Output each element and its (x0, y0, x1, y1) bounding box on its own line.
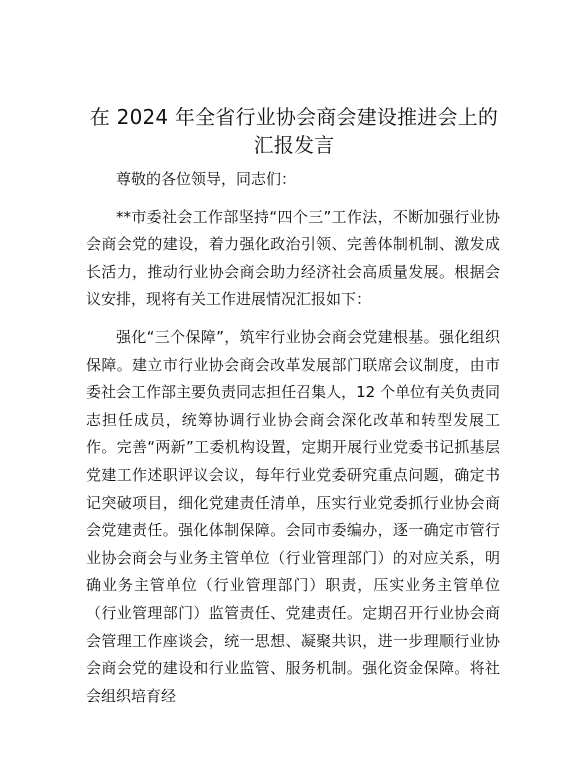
document-title: 在 2024 年全省行业协会商会建设推进会上的汇报发言 (89, 105, 499, 157)
greeting-paragraph: 尊敬的各位领导，同志们： (116, 170, 297, 188)
body-paragraph: 强化“三个保障”，筑牢行业协会商会党建根基。强化组织保障。建立市行业协会商会改革发展部门联席会议制度，由市委社会工作部主要负责同志担任召集人，12 个单位有关负责同志担任成员，统筹协调行业协会商会深化改革和转型发展工作。完善“两新”工委机构设置，定期开展行业党委书记抓基层党建工作述职评议会议，每年行业党委研究重点问题，确定书记突破项目，细化党建责任清单，压实行业党委抓行业协会商会党建责任。强化体制保障。会同市委编办，逐一确定市管行业协会商会与业务主管单位（行业管理部门）的对应关系，明确业务主管单位（行业管理部门）职责，压实业务主管单位（行业管理部门）监管责任、党建责任。定期召开行业协会商会管理工作座谈会，统一思想、凝聚共识，进一步理顺行业协会商会党的建设和行业监管、服务机制。强化资金保障。将社会组织培育经 (86, 327, 500, 705)
document-body (86, 166, 500, 720)
intro-paragraph: **市委社会工作部坚持“四个三”工作法，不断加强行业协会商会党的建设，着力强化政治引领、完善体制机制、激发成长活力，推动行业协会商会助力经济社会高质量发展。根据会议安排，现将有关工作进展情况汇报如下： (86, 207, 500, 309)
